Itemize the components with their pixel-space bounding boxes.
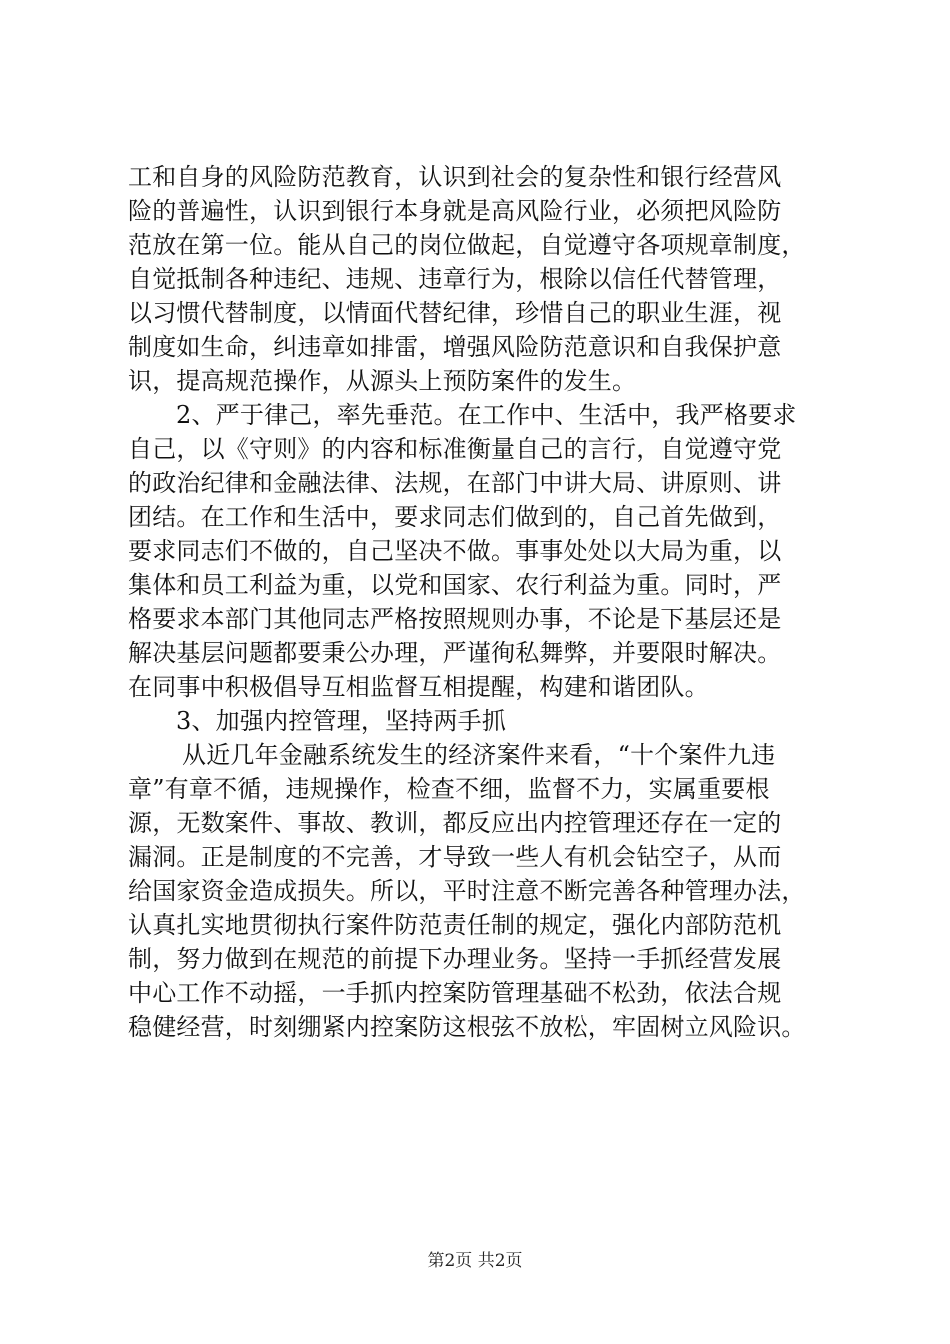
text-line: 章”有章不循，违规操作，检查不细，监督不力，实属重要根 [128,775,770,803]
text-line: 漏洞。正是制度的不完善，才导致一些人有机会钻空子，从而 [128,843,782,871]
text-line: 自觉抵制各种违纪、违规、违章行为，根除以信任代替管理， [128,265,782,293]
text-line: 要求同志们不做的，自己坚决不做。事事处处以大局为重，以 [128,537,782,565]
page-number-footer: 第2页 共2页 [427,1251,523,1271]
text-line: 团结。在工作和生活中，要求同志们做到的，自己首先做到， [128,503,782,531]
text-line: 识，提高规范操作，从源头上预防案件的发生。 [128,367,637,395]
section-3-heading: 3、加强内控管理，坚持两手抓 [176,707,507,735]
text-line: 自己，以《守则》的内容和标准衡量自己的言行，自觉遵守党 [128,435,782,463]
text-line: 工和自身的风险防范教育，认识到社会的复杂性和银行经营风 [128,163,782,191]
text-line: 以习惯代替制度，以情面代替纪律，珍惜自己的职业生涯，视 [128,299,782,327]
paragraph-3-first-line: 从近几年金融系统发生的经济案件来看，“十个案件九违 [182,741,776,769]
text-line: 源，无数案件、事故、教训，都反应出内控管理还存在一定的 [128,809,782,837]
text-line: 中心工作不动摇，一手抓内控案防管理基础不松劲，依法合规 [128,979,782,1007]
text-line: 格要求本部门其他同志严格按照规则办事，不论是下基层还是 [128,605,782,633]
text-line: 稳健经营，时刻绷紧内控案防这根弦不放松，牢固树立风险识。 [128,1013,806,1041]
text-line: 集体和员工利益为重，以党和国家、农行利益为重。同时，严 [128,571,782,599]
text-line: 制度如生命，纠违章如排雷，增强风险防范意识和自我保护意 [128,333,782,361]
paragraph-2-heading-line: 2、严于律己，率先垂范。在工作中、生活中，我严格要求 [176,401,797,429]
body-text [128,160,828,1044]
text-line: 给国家资金造成损失。所以，平时注意不断完善各种管理办法， [128,877,806,905]
text-line: 的政治纪律和金融法律、法规，在部门中讲大局、讲原则、讲 [128,469,782,497]
text-line: 制，努力做到在规范的前提下办理业务。坚持一手抓经营发展 [128,945,782,973]
text-line: 解决基层问题都要秉公办理，严谨徇私舞弊，并要限时解决。 [128,639,782,667]
text-line: 认真扎实地贯彻执行案件防范责任制的规定，强化内部防范机 [128,911,782,939]
text-line: 在同事中积极倡导互相监督互相提醒，构建和谐团队。 [128,673,709,701]
text-line: 险的普遍性，认识到银行本身就是高风险行业，必须把风险防 [128,197,782,225]
text-line: 范放在第一位。能从自己的岗位做起，自觉遵守各项规章制度， [128,231,806,259]
